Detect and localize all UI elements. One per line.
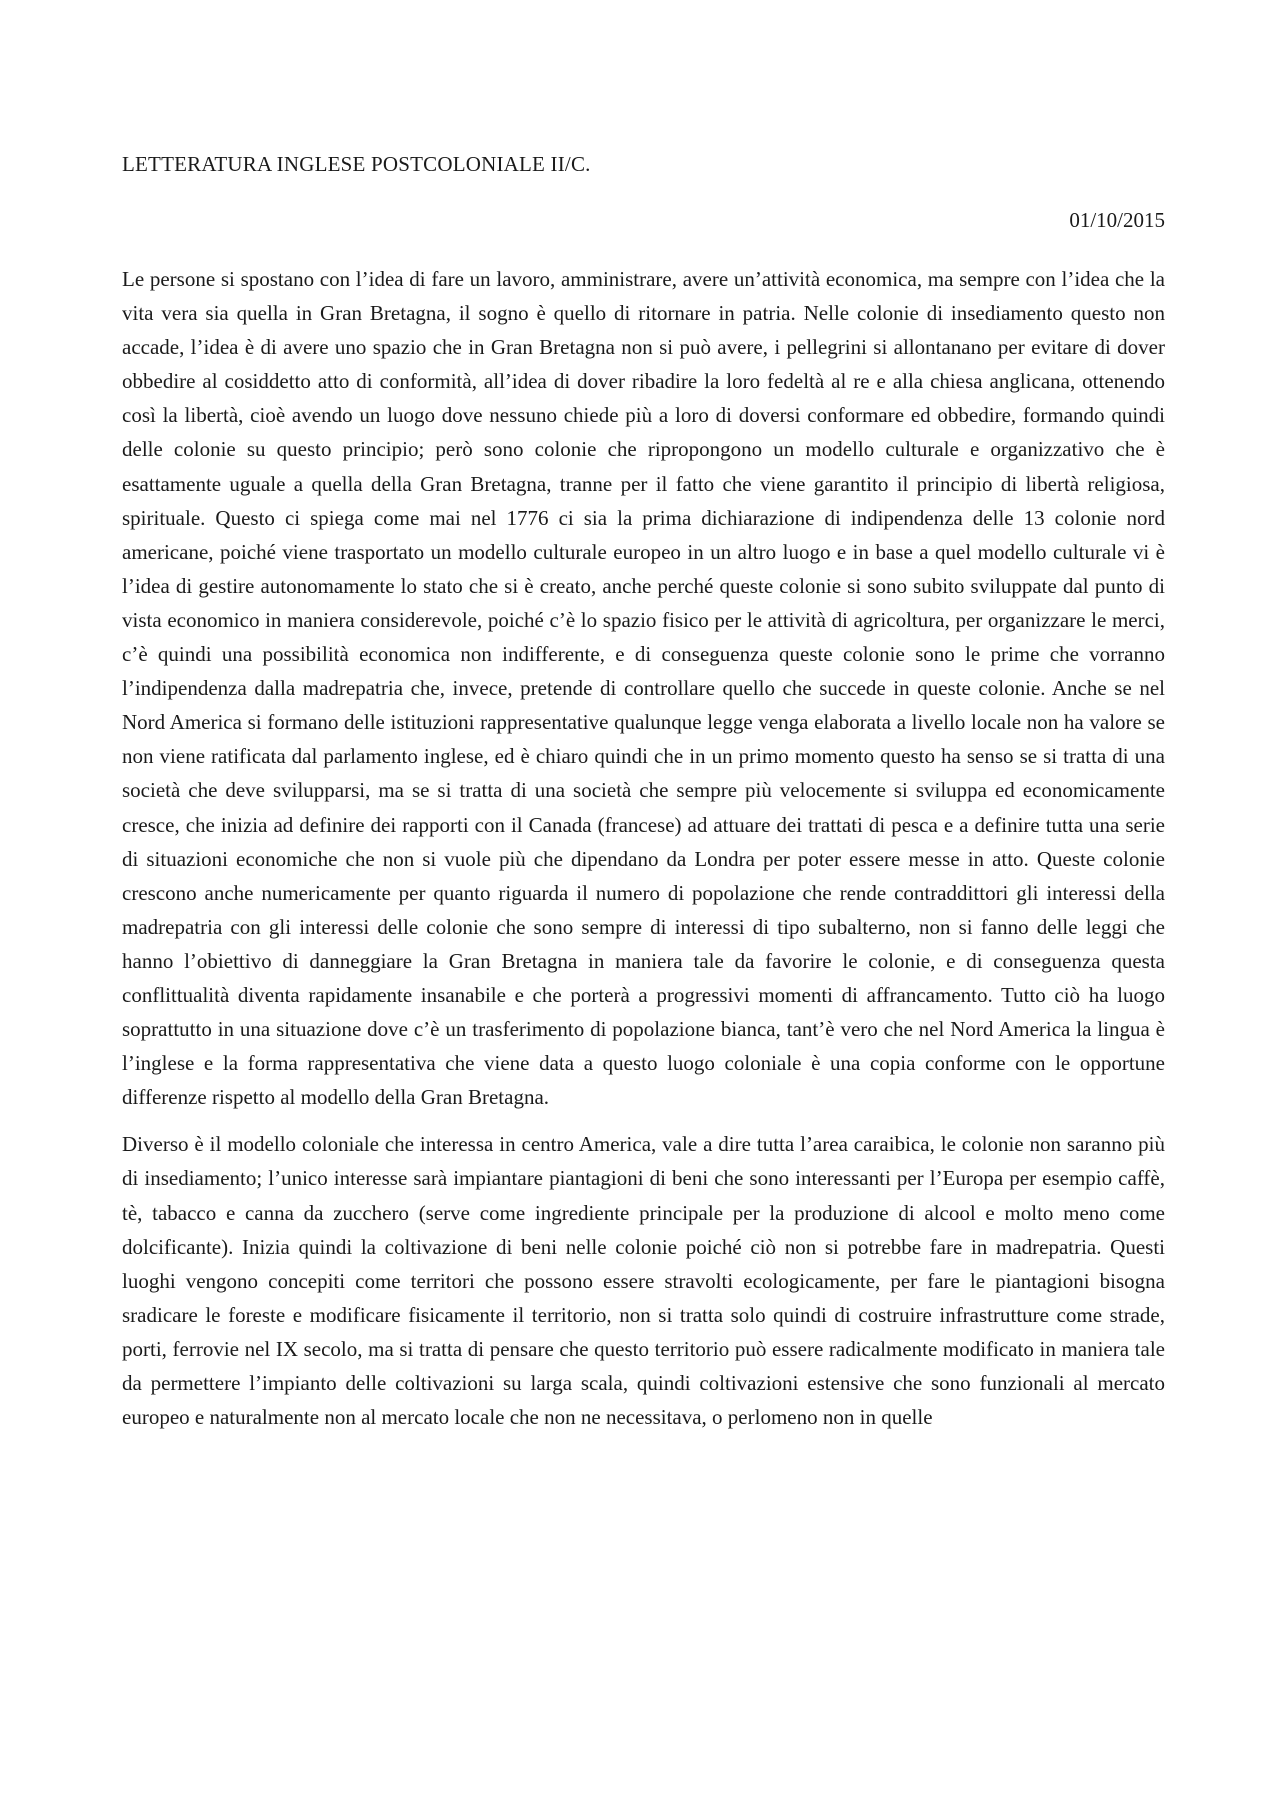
document-date: 01/10/2015 [1069, 208, 1165, 232]
paragraph-1: Le persone si spostano con l’idea di fare un lavoro, amministrare, avere un’attività economica, ma sempre con l’idea che la vita vera sia quella in Gran Bretagna, il sogno è quello di ritornare in patria. Nelle colonie di insediamento questo non accade, l’idea è di avere uno spazio che in Gran Bretagna non si può avere, i pellegrini si allontanano per evitare di dover obbedire al cosiddetto atto di conformità, all’idea di dover ribadire la loro fedeltà al re e alla chiesa anglicana, ottenendo così la libertà, cioè avendo un luogo dove nessuno chiede più a loro di doversi conformare ed obbedire, formando quindi delle colonie su questo principio; però sono colonie che ripropongono un modello culturale e organizzativo che è esattamente uguale a quella della Gran Bretagna, tranne per il fatto che viene garantito il principio di libertà religiosa, spirituale. Questo ci spiega come mai nel 1776 ci sia la prima dichiarazione di indipendenza delle 13 colonie nord americane, poiché viene trasportato un modello culturale europeo in un altro luogo e in base a quel modello culturale vi è l’idea di gestire autonomamente lo stato che si è creato, anche perché queste colonie si sono subito sviluppate dal punto di vista economico in maniera considerevole, poiché c’è lo spazio fisico per le attività di agricoltura, per organizzare le merci, c’è quindi una possibilità economica non indifferente, e di conseguenza queste colonie sono le prime che vorranno l’indipendenza dalla madrepatria che, invece, pretende di controllare quello che succede in queste colonie. Anche se nel Nord America si formano delle istituzioni rappresentative qualunque legge venga elaborata a livello locale non ha valore se non viene ratificata dal parlamento inglese, ed è chiaro quindi che in un primo momento questo ha senso se si tratta di una società che deve svilupparsi, ma se si tratta di una società che sempre più velocemente si sviluppa ed economicamente cresce, che inizia ad definire dei rapporti con il Canada (francese) ad attuare dei trattati di pesca e a definire tutta una serie di situazioni economiche che non si vuole più che dipendano da Londra per poter essere messe in atto. Queste colonie crescono anche numericamente per quanto riguarda il numero di popolazione che rende contraddittori gli interessi della madrepatria con gli interessi delle colonie che sono sempre di interessi di tipo subalterno, non si fanno delle leggi che hanno l’obiettivo di danneggiare la Gran Bretagna in maniera tale da favorire le colonie, e di conseguenza questa conflittualità diventa rapidamente insanabile e che porterà a progressivi momenti di affrancamento. Tutto ciò ha luogo soprattutto in una situazione dove c’è un trasferimento di popolazione bianca, tant’è vero che nel Nord America la lingua è l’inglese e la forma rappresentativa che viene data a questo luogo coloniale è una copia conforme con le opportune differenze rispetto al modello della Gran Bretagna. [122, 267, 1165, 1110]
paragraph-2: Diverso è il modello coloniale che interessa in centro America, vale a dire tutta l’area caraibica, le colonie non saranno più di insediamento; l’unico interesse sarà impiantare piantagioni di beni che sono interessanti per l’Europa per esempio caffè, tè, tabacco e canna da zucchero (serve come ingrediente principale per la produzione di alcool e molto meno come dolcificante). Inizia quindi la coltivazione di beni nelle colonie poiché ciò non si potrebbe fare in madrepatria. Questi luoghi vengono concepiti come territori che possono essere stravolti ecologicamente, per fare le piantagioni bisogna sradicare le foreste e modificare fisicamente il territorio, non si tratta solo quindi di costruire infrastrutture come strade, porti, ferrovie nel IX secolo, ma si tratta di pensare che questo territorio può essere radicalmente modificato in maniera tale da permettere l’impianto delle coltivazioni su larga scala, quindi coltivazioni estensive che sono funzionali al mercato europeo e naturalmente non al mercato locale che non ne necessitava, o perlomeno non in quelle [122, 1132, 1165, 1430]
document-title: LETTERATURA INGLESE POSTCOLONIALE II/C. [122, 152, 591, 176]
document-body [122, 262, 1165, 1434]
